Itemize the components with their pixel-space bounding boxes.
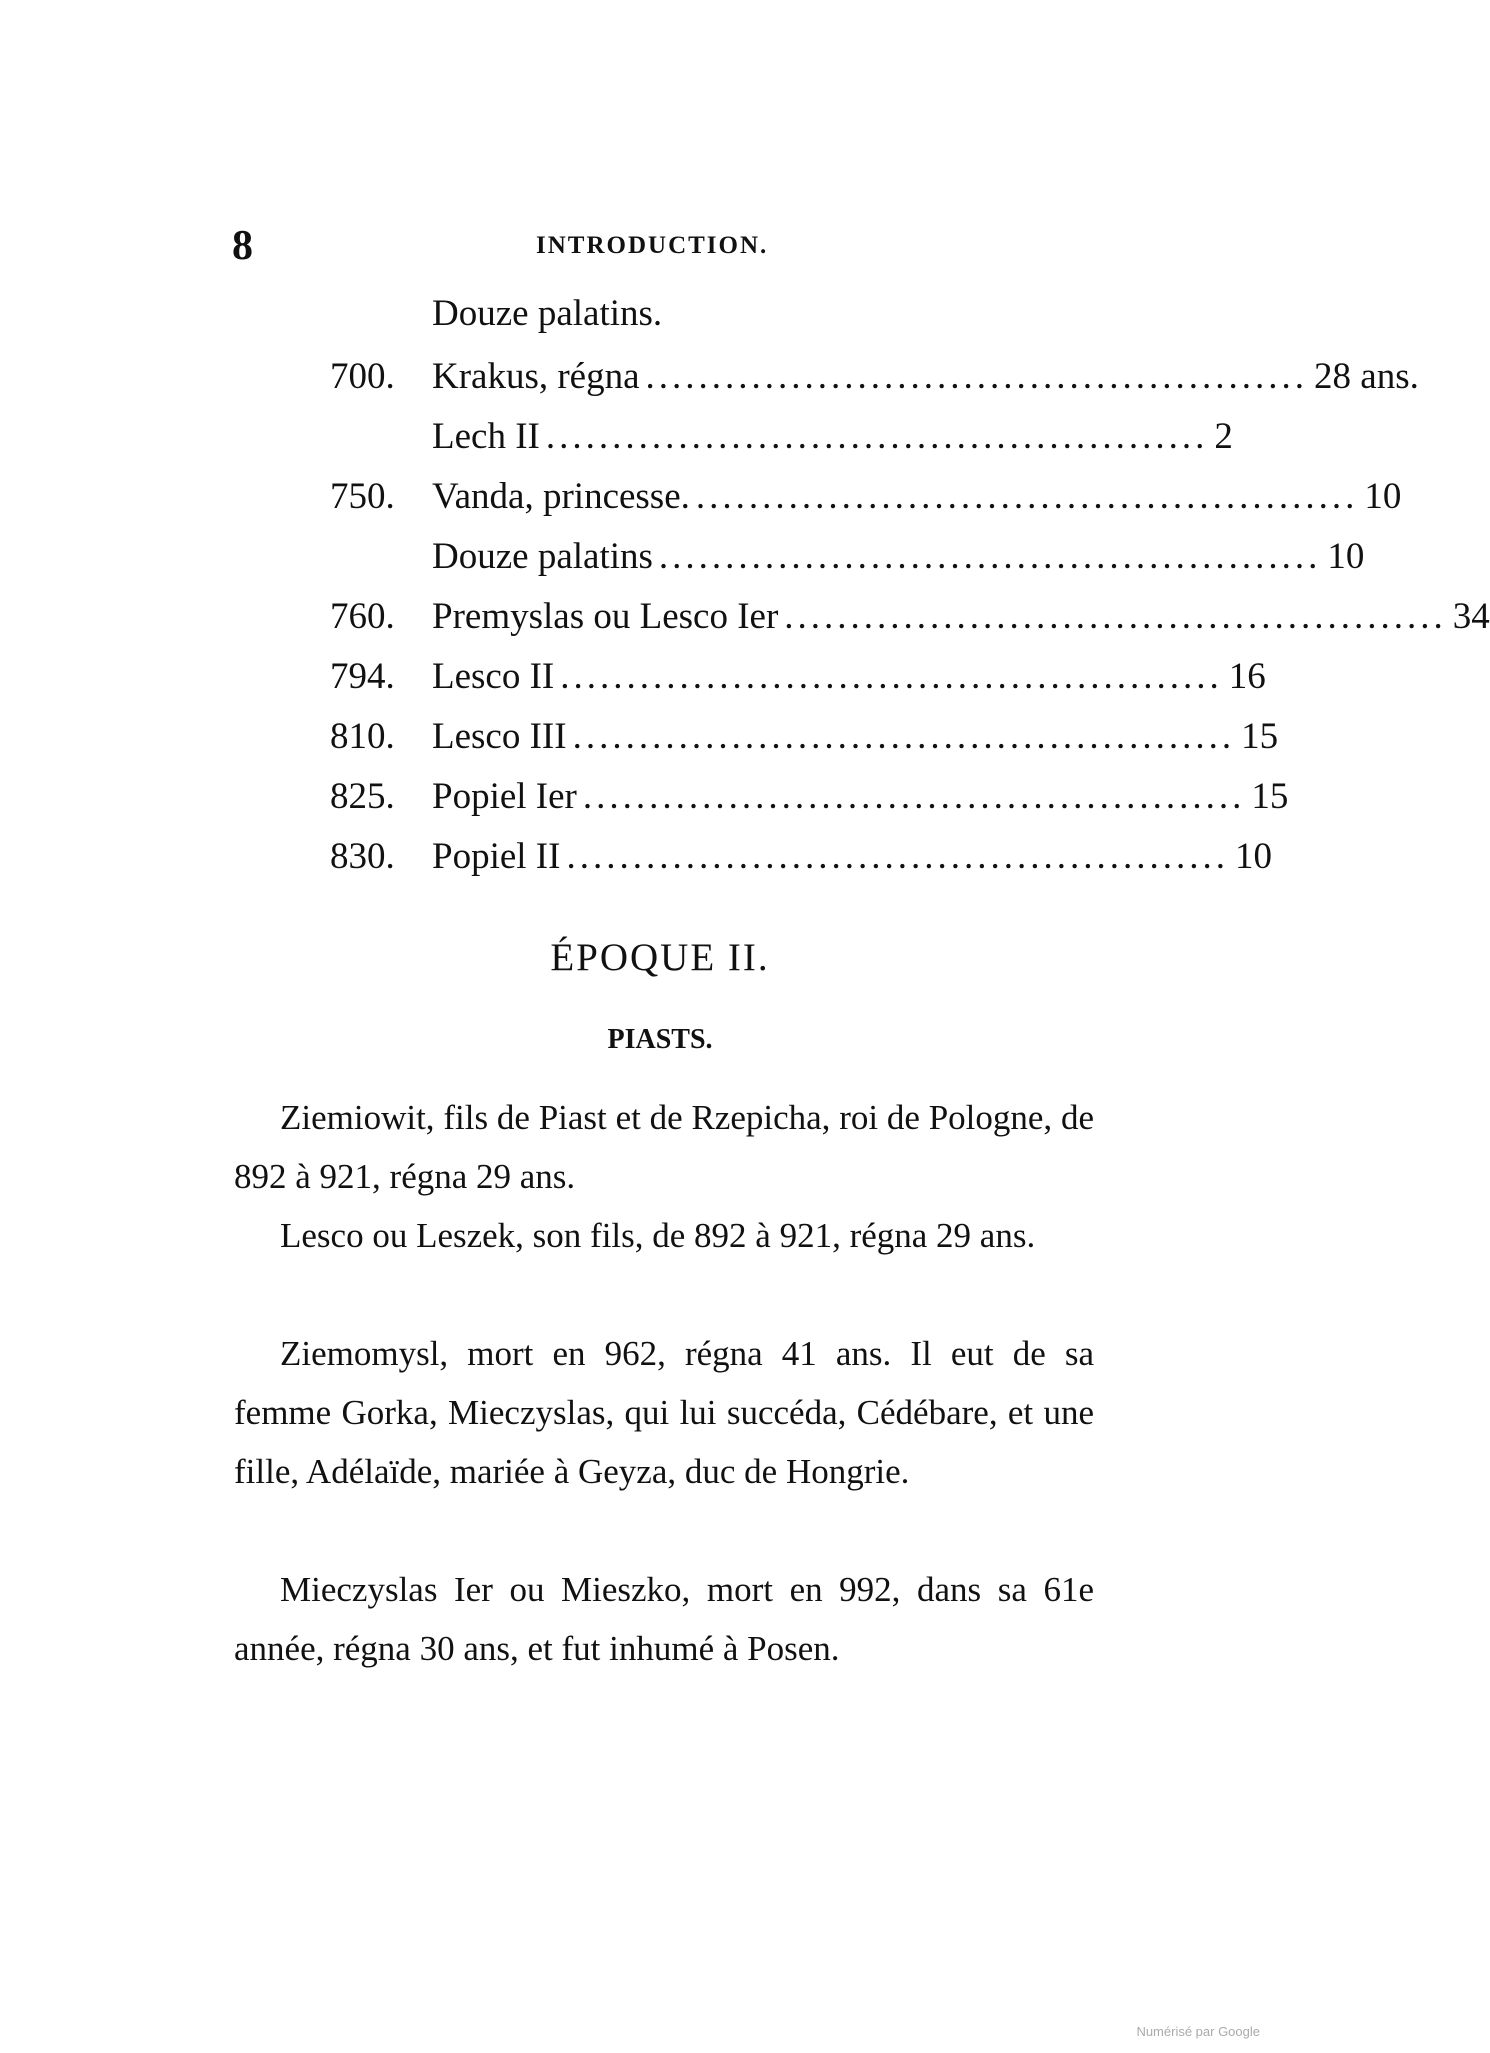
reign-year: 760. — [330, 596, 395, 637]
reign-row — [432, 415, 1233, 458]
leader-dots: .................................................. — [572, 716, 1236, 757]
epoch-subtitle: PIASTS. — [607, 1024, 713, 1055]
reign-name: Krakus, régna — [432, 356, 640, 397]
reign-year: 750. — [330, 476, 395, 517]
leader-dots: .................................................. — [695, 476, 1359, 517]
reign-row — [432, 355, 1419, 398]
reign-name: Popiel II — [432, 836, 561, 877]
reign-duration: 15 — [1241, 716, 1279, 757]
leader-dots: .................................................. — [582, 776, 1246, 817]
leader-dots: .................................................. — [645, 356, 1309, 397]
body-paragraph: Ziemomysl, mort en 962, régna 41 ans. Il eut de sa femme Gorka, Mieczyslas, qui lui succéda, Cédébare, et une fille, Adélaïde, mariée à Geyza, duc de Hongrie. — [234, 1334, 1094, 1491]
reign-name: Lesco III — [432, 716, 567, 757]
reign-duration: 28 ans. — [1314, 356, 1419, 397]
leader-dots: .................................................. — [545, 416, 1209, 457]
page-number: 8 — [232, 223, 253, 269]
reign-duration: 10 — [1327, 536, 1365, 577]
leader-dots: .................................................. — [658, 536, 1322, 577]
reign-year: 794. — [330, 656, 395, 697]
reign-duration: 10 — [1234, 836, 1272, 877]
reign-row — [432, 775, 1289, 818]
reign-row — [432, 475, 1402, 518]
reign-row — [432, 655, 1266, 698]
reign-year: 810. — [330, 716, 395, 757]
running-title: INTRODUCTION. — [536, 232, 769, 259]
section-label: Douze palatins. — [432, 293, 663, 334]
leader-dots: .................................................. — [784, 596, 1447, 637]
epoch-title: ÉPOQUE II. — [550, 936, 770, 979]
reign-row — [432, 595, 1490, 638]
reign-name: Lesco II — [432, 656, 555, 697]
reign-row — [432, 835, 1272, 878]
reign-year: 830. — [330, 836, 395, 877]
reign-duration: 15 — [1251, 776, 1289, 817]
reign-name: Vanda, princesse. — [432, 476, 690, 517]
reign-duration: 34 — [1452, 596, 1490, 637]
body-paragraph: Ziemiowit, fils de Piast et de Rzepicha, roi de Pologne, de 892 à 921, régna 29 ans. — [234, 1098, 1094, 1196]
body-paragraph: Mieczyslas Ier ou Mieszko, mort en 992, dans sa 61e année, régna 30 ans, et fut inhumé à Posen. — [234, 1570, 1094, 1668]
reign-year: 825. — [330, 776, 395, 817]
reign-year: 700. — [330, 356, 395, 397]
reign-row — [432, 535, 1365, 578]
reign-name: Douze palatins — [432, 536, 653, 577]
reign-name: Popiel Ier — [432, 776, 577, 817]
reign-duration: 16 — [1228, 656, 1266, 697]
leader-dots: .................................................. — [566, 836, 1229, 877]
reign-row — [432, 715, 1279, 758]
reign-name: Premyslas ou Lesco Ier — [432, 596, 779, 637]
body-paragraph: Lesco ou Leszek, son fils, de 892 à 921, régna 29 ans. — [280, 1216, 1036, 1255]
reign-name: Lech II — [432, 416, 540, 457]
reign-duration: 2 — [1214, 416, 1233, 457]
reign-duration: 10 — [1364, 476, 1402, 517]
digitization-credit: Numérisé par Google — [1136, 2024, 1260, 2039]
leader-dots: .................................................. — [560, 656, 1223, 697]
